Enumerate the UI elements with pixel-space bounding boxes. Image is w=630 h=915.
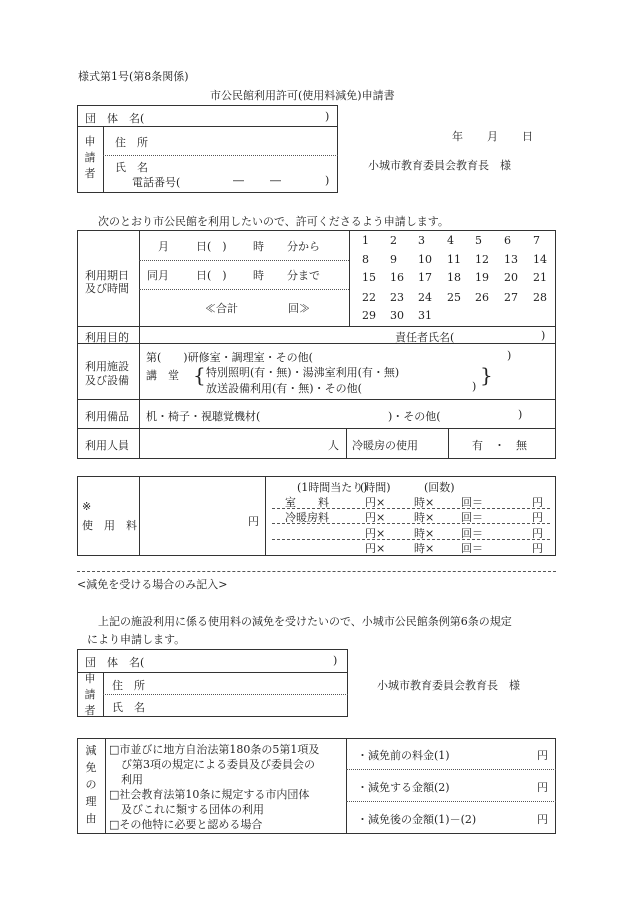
addressee: 小城市教育委員会教育長 様	[368, 159, 511, 172]
fee-row-rate: 円×	[365, 542, 386, 555]
fee-row-times: 回＝	[461, 527, 483, 540]
calendar-day: 2	[390, 234, 397, 247]
calendar-day: 19	[475, 271, 489, 284]
calendar-day: 29	[362, 309, 376, 322]
applicant-vertical-label: 申 請 者	[84, 135, 96, 180]
fee-row-total: 円	[532, 496, 543, 509]
calendar-day: 31	[418, 309, 432, 322]
amount-reduced: ・減免する金額(2)	[357, 781, 450, 794]
fee-row-hours: 時×	[414, 496, 435, 509]
period-label: 利用期日	[85, 269, 129, 282]
calendar-day: 21	[533, 271, 547, 284]
fee-row-rate: 円×	[365, 496, 386, 509]
calendar-day: 9	[390, 253, 397, 266]
people-label: 利用人員	[85, 439, 129, 452]
fee-row-name: 室 料	[285, 496, 329, 509]
address-label: 住 所	[115, 136, 148, 149]
fee-row-times: 回＝	[461, 542, 483, 555]
equipment-label: 利用備品	[85, 410, 129, 423]
reduction-text-1: 上記の施設利用に係る使用料の減免を受けたいので、小城市公民館条例第6条の規定	[98, 615, 512, 628]
calendar-day: 17	[418, 271, 432, 284]
calendar-day: 26	[475, 291, 489, 304]
calendar-day: 27	[504, 291, 518, 304]
fee-label: 使 用 料	[82, 519, 137, 532]
intro-text: 次のとおり市公民館を利用したいので、許可くださるよう申請します。	[98, 215, 449, 228]
calendar-day: 8	[362, 253, 369, 266]
calendar-day: 5	[475, 234, 482, 247]
reason-checkbox-3[interactable]: □その他特に必要と認める場合	[109, 818, 263, 831]
heating-label: 冷暖房の使用	[352, 439, 418, 452]
fee-row-rate: 円×	[365, 511, 386, 524]
phone-label: 電話番号(	[132, 176, 181, 189]
fee-row-name: 冷暖房料	[285, 511, 329, 524]
fee-row-times: 回＝	[461, 496, 483, 509]
reduction-note: <減免を受ける場合のみ記入>	[77, 578, 228, 591]
fee-mark: ※	[82, 500, 92, 513]
fee-row-divider	[272, 523, 550, 524]
calendar-day: 24	[418, 291, 432, 304]
calendar-day: 13	[504, 253, 518, 266]
date-month: 月	[487, 130, 498, 143]
heating-value: 有 ・ 無	[472, 439, 527, 452]
date-day: 日	[522, 130, 533, 143]
calendar-day: 22	[362, 291, 376, 304]
calendar-day: 12	[475, 253, 489, 266]
reason-checkbox-2[interactable]: □社会教育法第10条に規定する市内団体	[109, 788, 310, 801]
responsible-label: 責任者氏名(	[395, 331, 455, 344]
calendar-day: 6	[504, 234, 511, 247]
reason-checkbox-1[interactable]: □市並びに地方自治法第180条の5第1項及	[109, 743, 320, 756]
fee-row-hours: 時×	[414, 527, 435, 540]
calendar-day: 4	[447, 234, 454, 247]
reason-vertical-label: 減 免 の 理 由	[85, 744, 97, 825]
date-year: 年	[452, 130, 463, 143]
calendar-day: 16	[390, 271, 404, 284]
hall-label: 講 堂	[146, 369, 179, 382]
amount-after: ・減免後の金額(1)－(2)	[357, 813, 477, 826]
group-name-label: 団 体 名(	[85, 112, 145, 125]
fee-row-divider	[272, 539, 550, 540]
fee-row-hours: 時×	[414, 542, 435, 555]
form-number: 様式第1号(第8条関係)	[78, 70, 189, 83]
calendar-day: 10	[418, 253, 432, 266]
calendar-day: 25	[447, 291, 461, 304]
calendar-day: 14	[533, 253, 547, 266]
calendar-day: 7	[533, 234, 540, 247]
calendar-day: 20	[504, 271, 518, 284]
calendar-day: 18	[447, 271, 461, 284]
calendar-day: 23	[390, 291, 404, 304]
calendar-day: 15	[362, 271, 376, 284]
total-label: ≪合計	[205, 302, 238, 315]
fee-row-rate: 円×	[365, 527, 386, 540]
amount-before: ・減免前の料金(1)	[357, 749, 450, 762]
fee-row-total: 円	[532, 527, 543, 540]
calendar-day: 30	[390, 309, 404, 322]
purpose-label: 利用目的	[85, 331, 129, 344]
reduction-text-2: により申請します。	[87, 633, 186, 646]
calendar-day: 3	[418, 234, 425, 247]
fee-row-times: 回＝	[461, 511, 483, 524]
fee-row-total: 円	[532, 542, 543, 555]
facility-label: 利用施設	[85, 360, 129, 373]
reduction-addressee: 小城市教育委員会教育長 様	[377, 679, 520, 692]
calendar-day: 28	[533, 291, 547, 304]
fee-row-total: 円	[532, 511, 543, 524]
form-title: 市公民館利用許可(使用料減免)申請書	[210, 89, 395, 102]
calendar-day: 1	[362, 234, 369, 247]
fee-row-hours: 時×	[414, 511, 435, 524]
name-label: 氏 名	[115, 161, 148, 174]
calendar-day: 11	[447, 253, 461, 266]
